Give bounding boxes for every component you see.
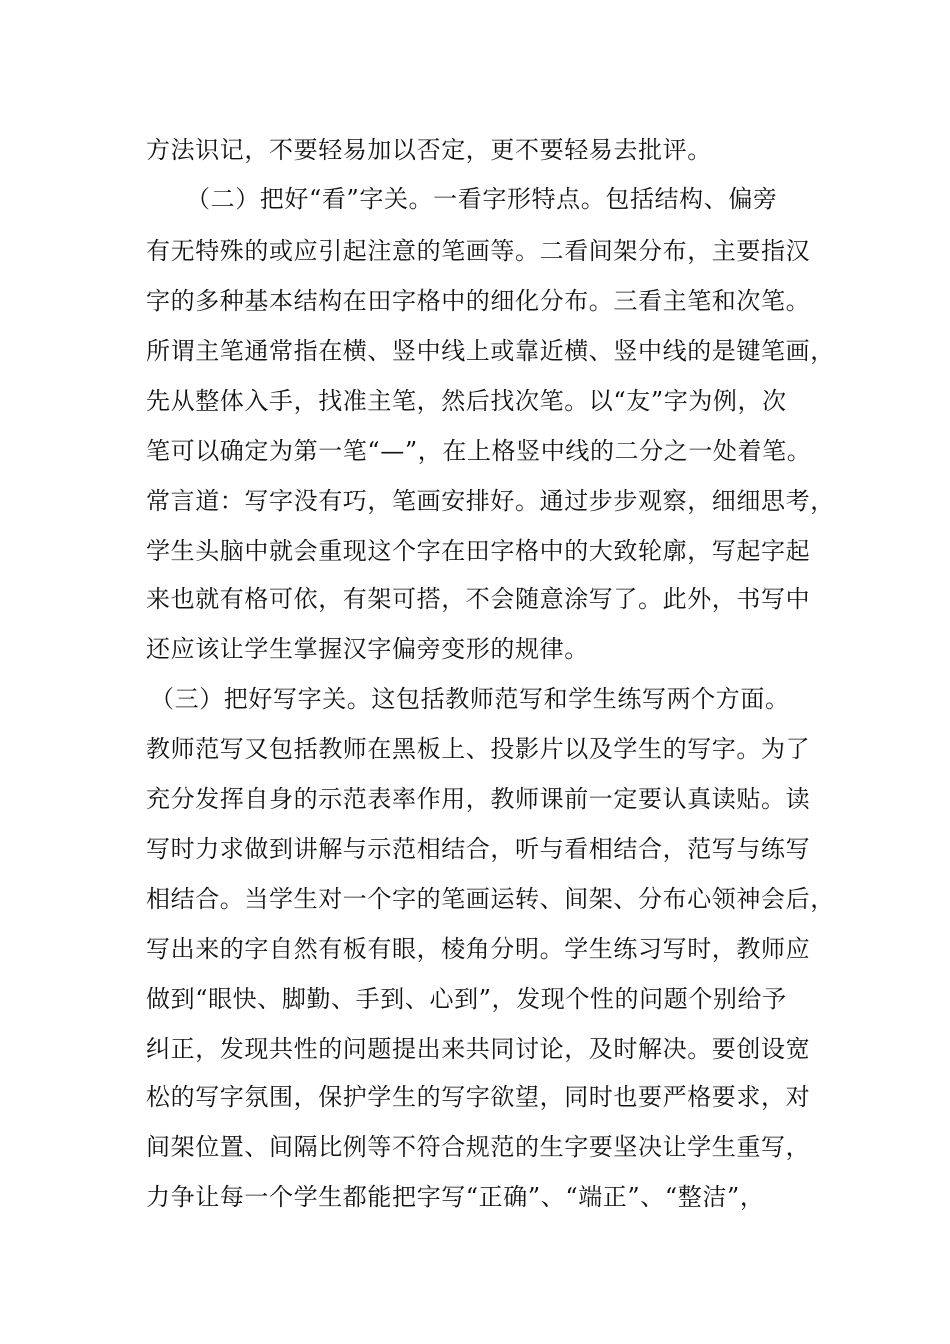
text-line-4: 字的多种基本结构在田字格中的细化分布。三看主笔和次笔。 [146, 287, 811, 315]
text-line-17: 写出来的字自然有板有眼，棱角分明。学生练习写时，教师应 [146, 935, 811, 963]
text-line-1: 方法识记，不要轻易加以否定，更不要轻易去批评。 [146, 136, 712, 164]
text-line-21: 间架位置、间隔比例等不符合规范的生字要坚决让学生重写， [146, 1133, 811, 1161]
text-line-14: 充分发挥自身的示范表率作用，教师课前一定要认真读贴。读 [146, 785, 811, 813]
text-line-15: 写时力求做到讲解与示范相结合，听与看相结合，范写与练写 [146, 835, 811, 863]
text-line-5: 所谓主笔通常指在横、竖中线上或靠近横、竖中线的是键笔画， [146, 337, 835, 365]
text-line-13: 教师范写又包括教师在黑板上、投影片以及学生的写字。为了 [146, 735, 811, 763]
text-line-18: 做到“眼快、脚勤、手到、心到”，发现个性的问题个别给予 [146, 985, 787, 1013]
text-line-19: 纠正，发现共性的问题提出来共同讨论，及时解决。要创设宽 [146, 1035, 811, 1063]
text-line-3: 有无特殊的或应引起注意的笔画等。二看间架分布，主要指汉 [146, 237, 811, 265]
text-line-6: 先从整体入手，找准主笔，然后找次笔。以“友”字为例，次 [146, 387, 787, 415]
text-line-16: 相结合。当学生对一个字的笔画运转、间架、分布心领神会后， [146, 885, 835, 913]
text-line-20: 松的写字氛围，保护学生的写字欲望，同时也要严格要求，对 [146, 1083, 811, 1111]
text-line-12: （三）把好写字关。这包括教师范写和学生练写两个方面。 [150, 685, 790, 713]
text-line-11: 还应该让学生掌握汉字偏旁变形的规律。 [146, 635, 589, 663]
text-line-2: （二）把好“看”字关。一看字形特点。包括结构、偏旁 [186, 185, 778, 213]
text-line-22: 力争让每一个学生都能把字写“正确”、“端正”、“整洁”， [146, 1183, 765, 1211]
text-line-9: 学生头脑中就会重现这个字在田字格中的大致轮廓，写起字起 [146, 537, 811, 565]
text-line-10: 来也就有格可依，有架可搭，不会随意涂写了。此外，书写中 [146, 585, 811, 613]
text-line-8: 常言道：写字没有巧，笔画安排好。通过步步观察，细细思考， [146, 487, 835, 515]
text-line-7: 笔可以确定为第一笔“—”，在上格竖中线的二分之一处着笔。 [146, 437, 812, 465]
